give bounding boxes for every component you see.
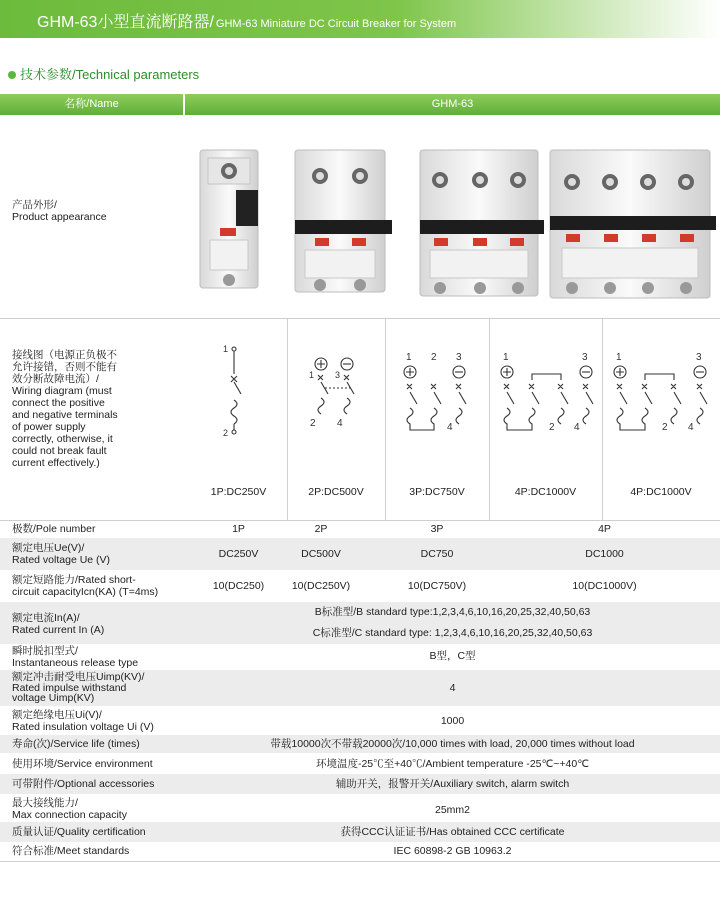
- svg-text:3: 3: [696, 352, 702, 363]
- svg-text:4: 4: [688, 422, 694, 433]
- wiring-label-line: correctly, otherwise, it: [12, 433, 113, 445]
- acc-value: 辅助开关，报警开关/Auxiliary switch, alarm switch: [335, 778, 570, 790]
- appearance-label: [12, 199, 107, 223]
- breaker-1p-image: [200, 150, 258, 288]
- svg-text:2: 2: [549, 422, 555, 433]
- current-value-b: B标准型/B standard type:1,2,3,4,6,10,16,20,25,32,40,50,63: [314, 606, 591, 618]
- wiring-label-line: 效分断故障电流）/: [12, 373, 99, 385]
- wiring-caption: 3P:DC750V: [409, 486, 465, 498]
- section-title: [8, 64, 199, 83]
- conn-label: 最大接线能力/ Max connection capacity: [12, 797, 127, 821]
- current-label: 额定电流In(A)/ Rated current In (A): [12, 612, 105, 636]
- breaker-3p-image: [420, 150, 544, 296]
- svg-text:1: 1: [223, 344, 229, 354]
- wiring-caption: 4P:DC1000V: [514, 486, 577, 498]
- divider: [0, 861, 720, 862]
- current-value-c: C标准型/C standard type: 1,2,3,4,6,10,16,20,25,32,40,50,63: [312, 627, 593, 639]
- breaker-4p-image: [550, 150, 716, 298]
- voltage-label: 额定电压Ue(V)/ Rated voltage Ue (V): [12, 542, 111, 566]
- svg-text:4: 4: [447, 422, 453, 433]
- cert-label: 质量认证/Quality certification: [12, 826, 146, 838]
- wiring-diagram-1p: [223, 344, 241, 438]
- cert-value: 获得CCC认证证书/Has obtained CCC certificate: [340, 826, 565, 838]
- release-label: 瞬时脱扣型式/ Instantaneous release type: [12, 645, 139, 669]
- release-value: B型，C型: [429, 650, 476, 662]
- product-images: [190, 128, 720, 308]
- impulse-label: 额定冲击耐受电压Uimp(KV)/ Rated impulse withstand voltage Uimp(KV): [12, 671, 145, 704]
- voltage-value: DC250V: [218, 548, 259, 560]
- svg-text:3: 3: [456, 352, 462, 363]
- svg-text:3: 3: [335, 370, 341, 380]
- svg-text:2: 2: [223, 428, 229, 438]
- wiring-diagram-3p: [404, 352, 466, 433]
- std-label: 符合标准/Meet standards: [12, 845, 130, 857]
- wiring-label-line: Wiring diagram (must: [12, 385, 112, 397]
- pole-value: 1P: [232, 523, 245, 535]
- header-model: GHM-63: [185, 94, 720, 115]
- wiring-caption: 1P:DC250V: [210, 486, 267, 498]
- acc-label: 可带附件/Optional accessories: [12, 778, 155, 790]
- svg-text:2: 2: [662, 422, 668, 433]
- wiring-diagram-4p-b: [614, 352, 707, 433]
- insulation-label: 额定绝缘电压Ui(V)/ Rated insulation voltage Ui (V): [12, 709, 154, 733]
- impulse-value: 4: [449, 682, 456, 694]
- env-label: 使用环境/Service environment: [12, 758, 153, 770]
- pole-value: 2P: [314, 523, 328, 535]
- wiring-label: [12, 349, 118, 469]
- short-label: 额定短路能力/Rated short- circuit capacityIcn(KA) (T=4ms): [12, 574, 159, 598]
- divider: [0, 318, 720, 319]
- svg-text:2: 2: [431, 352, 437, 363]
- voltage-value: DC500V: [301, 548, 341, 560]
- life-value: 带载10000次不带载20000次/10,000 times with load, 20,000 times without load: [270, 738, 635, 750]
- short-value: 10(DC750V): [407, 580, 467, 592]
- svg-text:1: 1: [616, 352, 622, 363]
- wiring-label-line: of power supply: [12, 421, 86, 433]
- wiring-label-line: 允许接错，否则不能有: [12, 361, 117, 373]
- voltage-value: DC750: [420, 548, 454, 560]
- banner-title-en: GHM-63 Miniature DC Circuit Breaker for System: [215, 18, 457, 30]
- section-title-text: 技术参数/Technical parameters: [20, 67, 200, 82]
- wiring-label-line: 接线图（电源正负极不: [12, 349, 117, 361]
- wiring-caption: 4P:DC1000V: [630, 486, 692, 498]
- short-value: 10(DC250V): [291, 580, 351, 592]
- banner-title-cn: GHM-63小型直流断路器/: [37, 14, 214, 31]
- svg-text:1: 1: [309, 370, 315, 380]
- pole-value: 4P: [598, 523, 611, 535]
- wiring-label-line: and negative terminals: [12, 409, 118, 421]
- svg-text:4: 4: [337, 418, 343, 429]
- appearance-label-en: Product appearance: [12, 211, 107, 223]
- pole-label: 极数/Pole number: [12, 523, 96, 535]
- std-value: IEC 60898-2 GB 10963.2: [393, 845, 512, 857]
- wiring-label-line: could not break fault: [12, 445, 107, 457]
- pole-value: 3P: [430, 523, 444, 535]
- svg-text:1: 1: [406, 352, 412, 363]
- env-value: 环境温度-25℃至+40℃/Ambient temperature -25℃~+40℃: [315, 758, 590, 770]
- appearance-label-cn: 产品外形/: [12, 199, 57, 211]
- life-label: 寿命(次)/Service life (times): [12, 738, 140, 750]
- voltage-value: DC1000: [585, 548, 624, 560]
- insulation-value: 1000: [440, 715, 465, 727]
- svg-text:4: 4: [574, 422, 580, 433]
- bullet-icon: [8, 71, 16, 79]
- wiring-diagram-4p-a: [501, 352, 593, 433]
- wiring-diagram-2p: [309, 358, 354, 429]
- svg-text:3: 3: [582, 352, 588, 363]
- conn-value: 25mm2: [434, 804, 470, 816]
- banner-title: [37, 9, 456, 32]
- svg-text:2: 2: [310, 418, 316, 429]
- short-value: 10(DC1000V): [572, 580, 637, 592]
- title-banner: [0, 0, 720, 38]
- wiring-diagrams: [185, 330, 720, 455]
- header-name: 名称/Name: [0, 94, 183, 115]
- wiring-label-line: current effectively.): [12, 457, 100, 469]
- wiring-caption: 2P:DC500V: [308, 486, 364, 498]
- wiring-label-line: connect the positive: [12, 397, 105, 409]
- divider: [0, 520, 720, 521]
- svg-text:1: 1: [503, 352, 509, 363]
- short-value: 10(DC250): [212, 580, 265, 592]
- breaker-2p-image: [295, 150, 392, 292]
